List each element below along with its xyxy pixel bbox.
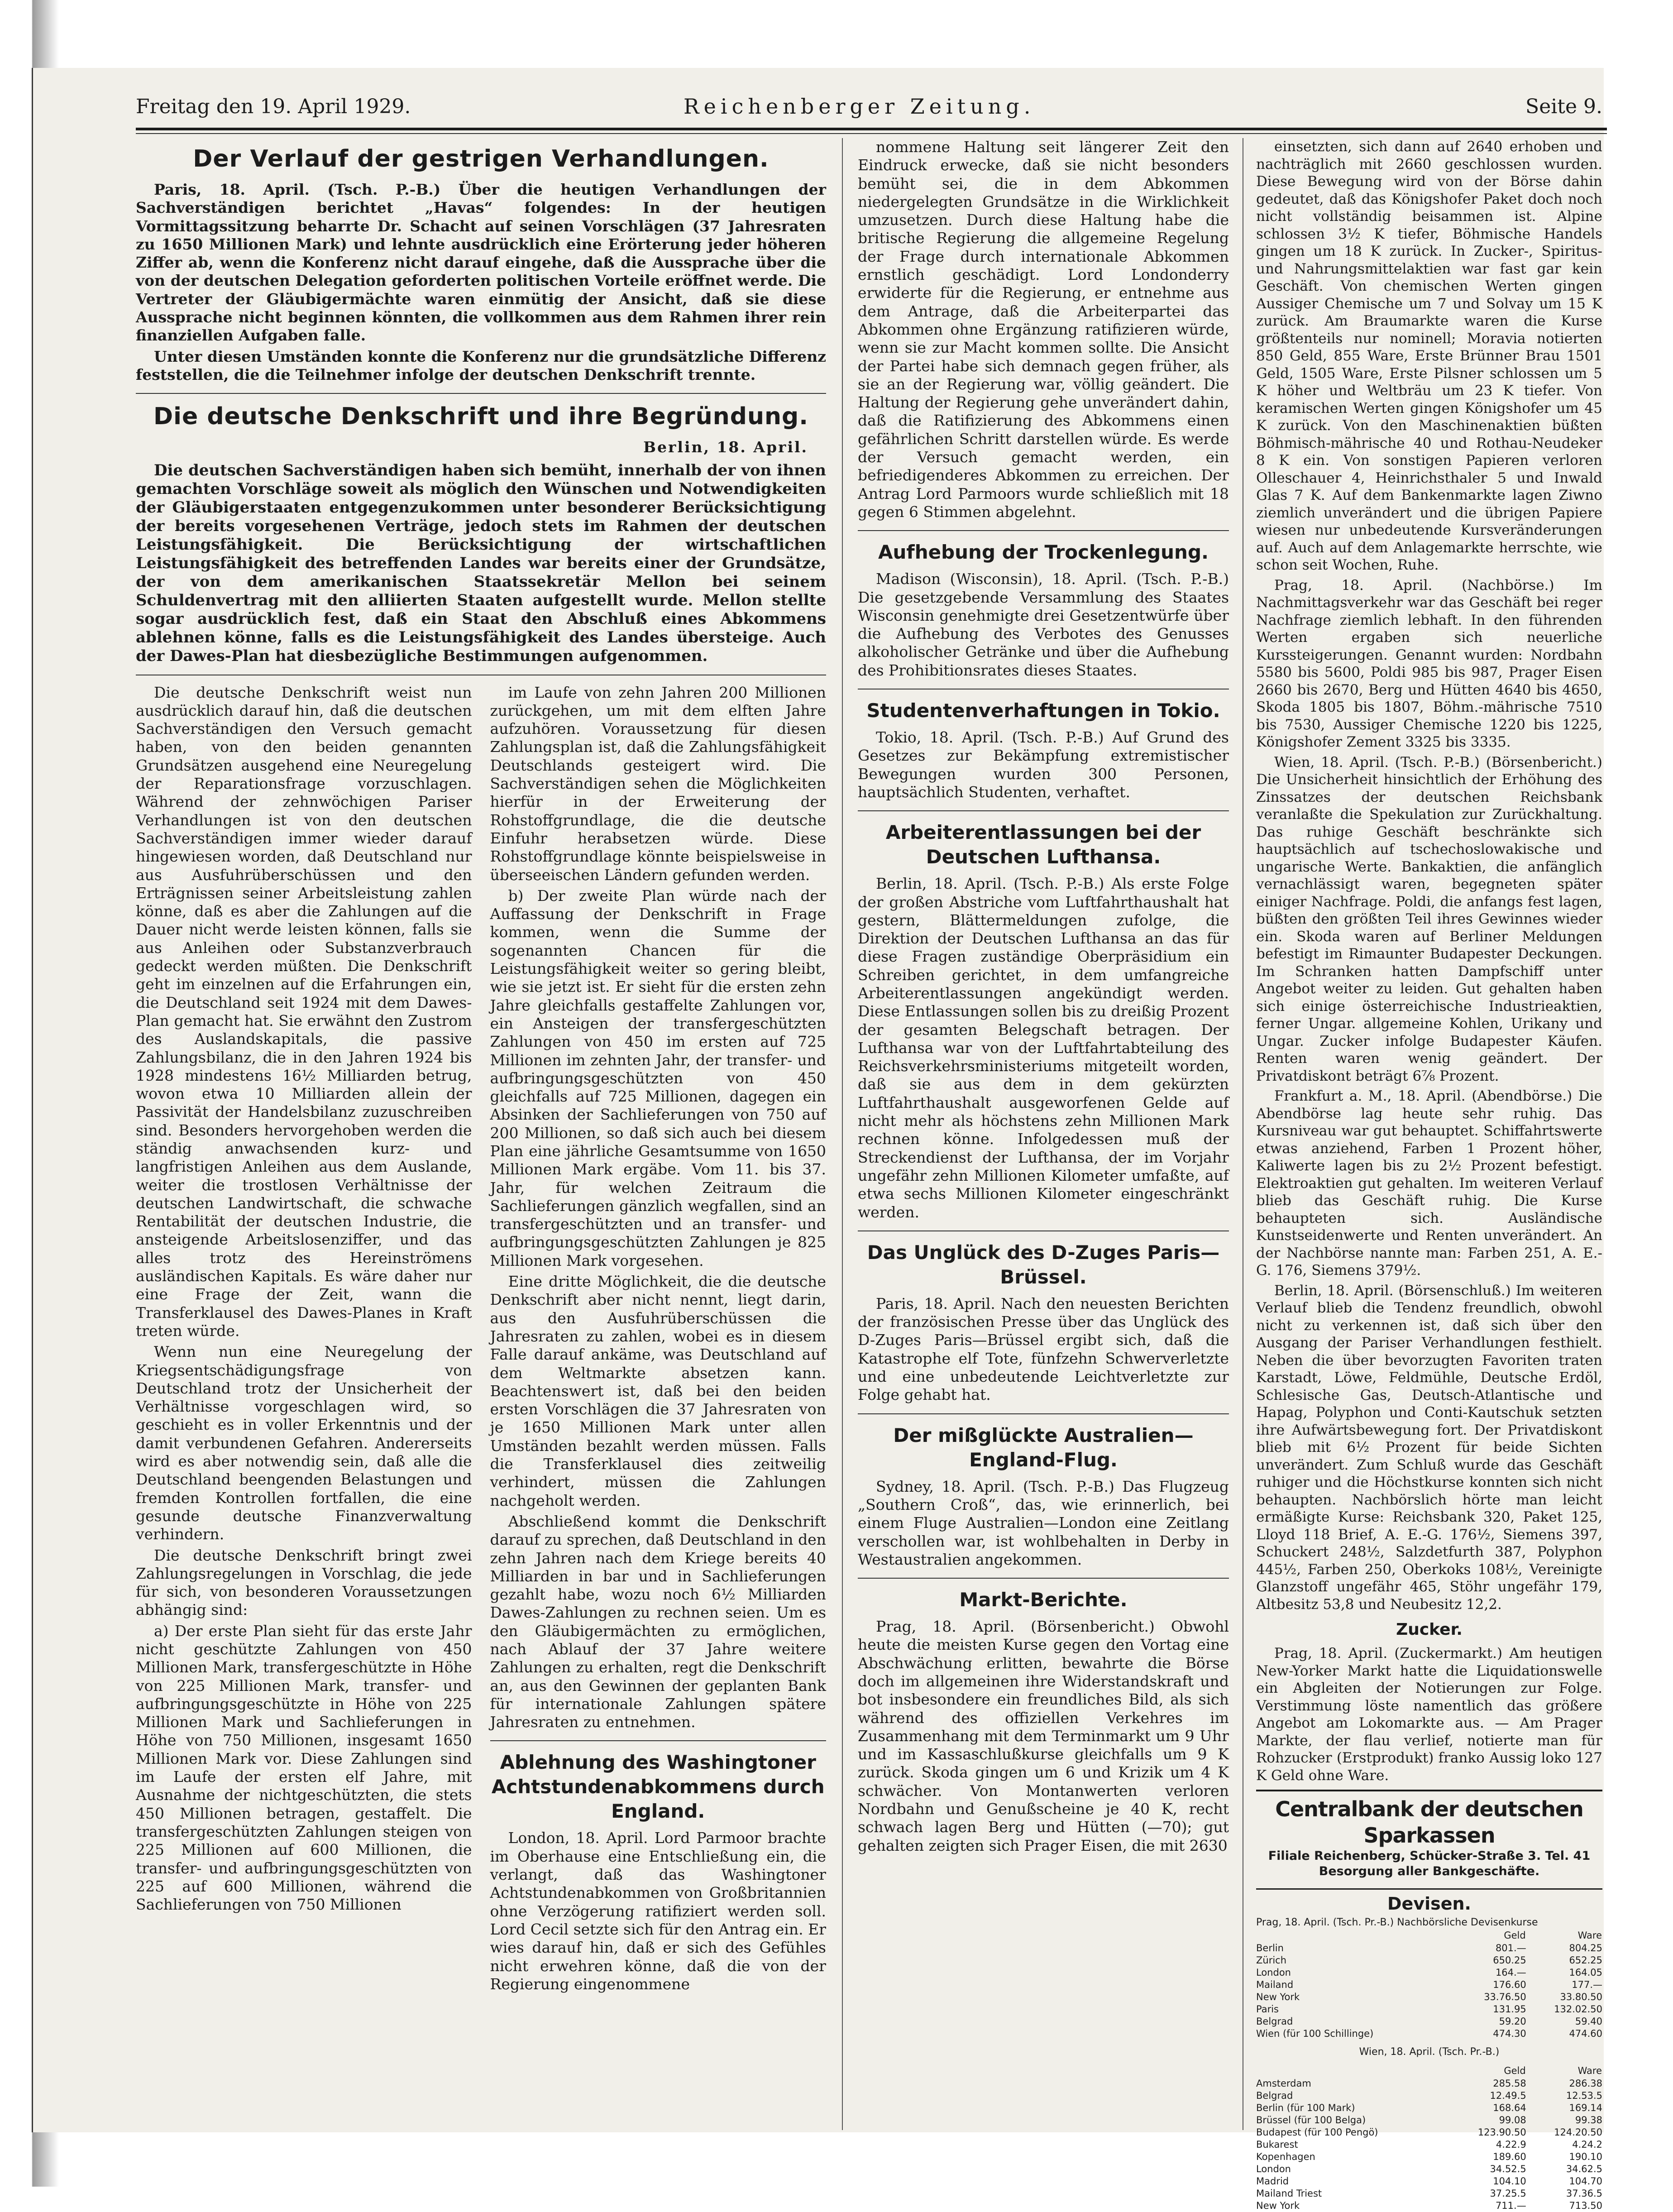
divider <box>858 810 1229 811</box>
table-row <box>1256 2114 1602 2126</box>
devisen-name: Belgrad <box>1256 2016 1293 2027</box>
article-berlin-boerse: Berlin, 18. April. (Börsenschluß.) Im weiteren Verlauf blieb die Tendenz freundlich, obwohl nicht zu verkennen ist, daß sich über den Ausgang der Pariser Verhandlungen festhielt. Neben die über bevorzugten Favoriten traten Karstadt, Löwe, Feldmühle, Deutsche Erdöl, Schlesische Gas, Deutsch-Atlantische und Hapag, Polyphon und Conti-Kautschuk setzten ihre Aufwärtsbewegung fort. Der Privatdiskont blieb mit 6½ Prozent für beide Sichten unverändert. Zum Schluß wurde das Geschäft ruhiger und die Höchstkurse konnten sich nicht behaupten. Nachbörslich hörte man leicht ermäßigte Kurse: Reichsbank 320, Paket 125, Lloyd 118 Brief, A. E.-G. 176½, Siemens 397, Schuckert 248½, Salzdetfurth 387, Polyphon 445½, Farben 250, Oberkoks 108½, Vereinigte Glanzstoff ungefähr 465, Stöhr ungefähr 179, Altbesitz 53,8 und Neubesitz 12,2. <box>1256 1282 1602 1613</box>
newspaper-title: Reichenberger Zeitung. <box>684 94 1035 119</box>
table-row <box>1256 1991 1602 2003</box>
devisen-wien-sub: Wien, 18. April. (Tsch. Pr.-B.) <box>1359 2046 1500 2058</box>
table-row <box>1256 2028 1602 2040</box>
table-row <box>1256 1967 1602 1979</box>
devisen-geld: 37.25.5 <box>1490 2188 1526 2199</box>
devisen-geld: 33.76.50 <box>1484 1991 1526 2002</box>
devisen-name: Kopenhagen <box>1256 2151 1315 2162</box>
devisen-geld: 99.08 <box>1499 2115 1526 2126</box>
devisen-ware: 652.25 <box>1569 1954 1602 1966</box>
headline-lufthansa: Arbeiterentlassungen bei der Deutschen Lufthansa. <box>885 821 1201 868</box>
devisen-geld: 34.52.5 <box>1490 2164 1526 2174</box>
column-ware: Ware <box>1577 1930 1602 1941</box>
memorandum-p5: Wenn nun eine Neuregelung der Kriegsentschädigungsfrage von Deutschland trotz der Unsicherheit der Verhältnisse vorgeschlagen wird, so geschieht es in voller Erkenntnis und der damit verbundenen Gefahren. Andererseits wird es aber notwendig sein, daß alle die Deutschland beengenden Belastungen und fremden Kontrollen fortfallen, die eine gesunde deutsche Finanzverwaltung verhindern. <box>136 1343 472 1543</box>
devisen-name: Brüssel (für 100 Belga) <box>1256 2115 1366 2126</box>
article-sydney: Sydney, 18. April. (Tsch. P.-B.) Das Flugzeug „Southern Croß“, das, wie erinnerlich, bei einem Fluge Australien—London eine Zeitlang verschollen war, ist wohlbehalten in Derby in Westaustralien angekommen. <box>858 1477 1229 1568</box>
memorandum-p10: Eine dritte Möglichkeit, die die deutsche Denkschrift aber nicht nennt, liegt darin, aus den Ausfuhrüberschüssen die Jahresraten zu zahlen, wobei es in diesem Falle darauf ankäme, was Deutschland auf dem Weltmarkte absetzen kann. Beachtenswert ist, daß bei den beiden ersten Vorschlägen die 37 Jahresraten von je 1650 Millionen Mark unter allen Umständen bezahlt werden müssen. Falls die Transferklausel dies zeitweilig verhindert, müssen die Zahlungen nachgeholt werden. <box>490 1273 826 1509</box>
devisen-name: Mailand <box>1256 1979 1294 1990</box>
devisen-name: New York <box>1256 1991 1300 2002</box>
devisen-ware: 59.40 <box>1575 2016 1602 2027</box>
article-prag-cont: einsetzten, sich dann auf 2640 erhoben und nachträglich mit 2660 geschlossen wurden. Diese Bewegung wird von der Börse dahin gedeutet, daß das Königshofer Paket doch noch nicht vollständig beisammen ist. Alpine schlossen 3½ K tiefer, Böhmische Handels gingen um 18 K zurück. In Zucker-, Spiritus- und Nahrungsmittelaktien war fast gar kein Geschäft. Von chemischen Werten gingen Aussiger Chemische um 7 und Solvay um 15 K zurück. Am Braumarkte waren die Kurse größtenteils nur nominell; Moravia notierten 850 Geld, 855 Ware, Erste Brünner Brau 1501 Geld, 1505 Ware, Erste Pilsner schlossen um 5 K höher und Weltbräu um 23 K tiefer. Von keramischen Werten gingen Königshofer um 45 K zurück. Von den Maschinenaktien büßten Böhmisch-mährische 40 und Rothau-Neudeker 8 K ein. Von sonstigen Papieren verloren Olleschauer 4, Heinrichsthaler 5 und Inwald Glas 7 K. Auf dem Bankenmarkte lagen Ziwno ziemlich unverändert und die übrigen Papiere wiesen nur unbedeutende Kursveränderungen auf. Auch auf dem Anlagemarkte herrschte, wie schon seit Wochen, Ruhe. <box>1256 139 1602 573</box>
devisen-ware: 286.38 <box>1569 2078 1602 2089</box>
devisen-name: Amsterdam <box>1256 2078 1311 2089</box>
article-paris-p1: Paris, 18. April. (Tsch. P.-B.) Über die heutigen Verhandlungen der Sachverständigen berichtet „Havas“ folgendes: In der heutigen Vormittagssitzung beharrte Dr. Schacht auf seinen Vorschlägen (37 Jahresraten zu 1650 Millionen Mark) und lehnte ausdrücklich eine Erörterung jeder höheren Ziffer ab, wenn die Konferenz nicht darauf eingehe, daß die Aussprache über die von der deutschen Delegation geforderten politischen Vorteile eröffnet werde. Die Vertreter der Gläubigermächte waren einmütig der Ansicht, daß sie diese Aussprache nicht beginnen könnten, die vollkommen aus dem Rahmen ihrer rein finanziellen Aufgaben falle. <box>136 181 826 345</box>
article-paris-dzug: Paris, 18. April. Nach den neuesten Berichten der französischen Presse über das Unglück des D-Zuges Paris—Brüssel ergibt sich, daß die Katastrophe elf Tote, fünfzehn Schwerverletzte und eine unbedeutende Leichtverletzte zur Folge gehabt hat. <box>858 1294 1229 1404</box>
devisen-name: London <box>1256 2164 1291 2174</box>
memorandum-p4: Die deutsche Denkschrift weist nun ausdrücklich darauf hin, daß die deutschen Sachverständigen den Versuch gemacht haben, von den beiden genannten Grundsätzen ausgehend eine Neuregelung der Reparationsfrage vorzuschlagen. Während der zehnwöchigen Pariser Verhandlungen ist von den deutschen Sachverständigen immer wieder darauf hingewiesen worden, daß Deutschland nur aus Ausfuhrüberschüssen und den Erträgnissen seiner Arbeitsleistung zahlen könne, daß es aber die Zahlungen auf die Dauer nicht werde leisten können, falls sie aus Anleihen oder Substanzverbrauch gedeckt werden müßten. Die Denkschrift geht im einzelnen auf die Erfahrungen ein, die Deutschland seit 1924 mit dem Dawes-Plan gemacht hat. Sie erwähnt den Zustrom des Auslandskapitals, die passive Zahlungsbilanz, die in den Jahren 1924 bis 1928 mindestens 16½ Milliarden betrug, wovon etwa 10 Milliarden allein der Passivität der Handelsbilanz zuzuschreiben sind. Besonders hervorgehoben werden die ständig anwachsenden kurz- und langfristigen Anleihen aus dem Auslande, weiter die trostlosen Verhältnisse der deutschen Landwirtschaft, die schwache Rentabilität der deutschen Industrie, die ansteigende Arbeitslosenziffer, und das alles trotz des Hereinströmens ausländischen Kapitals. Es wäre daher nur eine Frage der Zeit, wann die Transferklausel des Dawes-Planes in Kraft treten würde. <box>136 683 472 1340</box>
devisen-heading: Devisen. <box>1256 1888 1602 1913</box>
table-row <box>1256 2078 1602 2090</box>
devisen-ware: 34.62.5 <box>1566 2164 1602 2174</box>
devisen-name: Wien (für 100 Schillinge) <box>1256 2028 1374 2039</box>
devisen-ware: 33.80.50 <box>1560 1991 1602 2002</box>
table-row <box>1256 2126 1602 2139</box>
column-geld: Geld <box>1504 2065 1526 2076</box>
devisen-geld: 168.64 <box>1493 2102 1526 2113</box>
devisen-name: Bukarest <box>1256 2139 1298 2150</box>
devisen-name: Belgrad <box>1256 2090 1293 2101</box>
devisen-ware: 4.24.2 <box>1572 2139 1602 2150</box>
devisen-ware: 169.14 <box>1569 2102 1602 2113</box>
devisen-name: New York <box>1256 2200 1300 2211</box>
devisen-ware: 99.38 <box>1575 2115 1602 2126</box>
divider <box>490 1740 827 1741</box>
devisen-geld: 123.90.50 <box>1477 2127 1526 2138</box>
devisen-geld: 285.58 <box>1493 2078 1526 2089</box>
memorandum-p11: Abschließend kommt die Denkschrift darauf zu sprechen, daß Deutschland in den zehn Jahren nach dem Kriege bereits 40 Milliarden in bar und in Sachlieferungen gezahlt habe, wozu noch 6½ Milliarden Dawes-Zahlungen zu rechnen seien. Um es den Gläubigermächten zu ermöglichen, nach Ablauf der 37 Jahre weitere Zahlungen zu erhalten, regt die Denkschrift an, aus den Gewinnen der geplanten Bank für internationale Zahlungen spätere Jahresraten zu entnehmen. <box>490 1512 826 1731</box>
divider <box>858 1578 1229 1579</box>
memorandum-col-b <box>490 684 827 1997</box>
devisen-ware: 124.20.50 <box>1554 2127 1602 2138</box>
devisen-ware: 12.53.5 <box>1566 2090 1602 2101</box>
devisen-geld: 176.60 <box>1493 1979 1526 1990</box>
column-ware: Ware <box>1577 2065 1602 2076</box>
devisen-ware: 177.— <box>1572 1979 1602 1990</box>
devisen-geld: 59.20 <box>1499 2016 1526 2027</box>
article-frankfurt: Frankfurt a. M., 18. April. (Abendbörse.) Die Abendbörse lag heute sehr ruhig. Das Kursniveau war gut behauptet. Schiffahrtswerte etwas anziehend, Farben 1 Prozent höher, Kaliwerte lagen bis zu 2½ Prozent befestigt. Elektroaktien gut gehalten. Im weiteren Verlauf blieb das Geschäft ruhig. Die Kurse behaupteten sich. Ausländische Kunstseidenwerte und Renten unverändert. An der Nachbörse nannte man: Farben 251, A. E.-G. 176, Siemens 379½. <box>1256 1088 1602 1278</box>
headline-memorandum: Die deutsche Denkschrift und ihre Begründung. <box>153 403 809 431</box>
table-row <box>1256 2139 1602 2151</box>
article-paris-p2: Unter diesen Umständen konnte die Konferenz nur die grundsätzliche Differenz feststellen, die die Teilnehmer infolge der deutschen Denkschrift trennte. <box>136 347 826 383</box>
headline-prohibition: Aufhebung der Trockenlegung. <box>878 541 1209 564</box>
headline-washington: Ablehnung des Washingtoner Achtstundenabkommens durch England. <box>491 1751 825 1823</box>
column-3 <box>858 138 1229 2130</box>
devisen-name: Zürich <box>1256 1954 1287 1966</box>
devisen-ware: 190.10 <box>1569 2151 1602 2162</box>
devisen-geld: 12.49.5 <box>1490 2090 1526 2101</box>
devisen-name: Berlin (für 100 Mark) <box>1256 2102 1355 2113</box>
memorandum-col-a <box>136 684 472 1997</box>
devisen-geld: 801.— <box>1495 1942 1526 1953</box>
headline-dzug: Das Unglück des D-Zuges Paris—Brüssel. <box>867 1241 1220 1288</box>
devisen-geld: 131.95 <box>1493 2003 1526 2015</box>
table-row <box>1256 2090 1602 2102</box>
table-row <box>1256 2102 1602 2114</box>
article-prag-boerse: Prag, 18. April. (Börsenbericht.) Obwohl heute die meisten Kurse gegen den Vortag eine Abschwächung erlitten, bewahrte die Börse doch im allgemeinen ihre Widerstandskraft und bot insbesondere ein freundliches Bild, als sich während des offiziellen Verkehres im Zusammenhang mit dem Terminmarkt um 9 Uhr und im Kassaschlußkurse gleichfalls um 9 K zurück. Skoda gingen um 6 und Krizik um 4 K schwächer. Von Montanwerten verloren Nordbahn und Genußscheine je 40 K, recht schwach lagen Berg und Hütten (—70); gut gehalten zeigten sich Prager Eisen, die mit 2630 <box>858 1618 1229 1854</box>
bank-service: Besorgung aller Bankgeschäfte. <box>1319 1864 1540 1878</box>
devisen-name: Berlin <box>1256 1942 1284 1953</box>
devisen-wien-table <box>1256 2064 1602 2212</box>
devisen-name: Budapest (für 100 Pengö) <box>1256 2127 1378 2138</box>
devisen-ware: 474.60 <box>1569 2028 1602 2039</box>
column-4 <box>1256 138 1602 2211</box>
memorandum-lead: Die deutschen Sachverständigen haben sich bemüht, innerhalb der von ihnen gemachten Vorschläge soweit als möglich den Wünschen und Notwendigkeiten der Gläubigerstaaten entgegenzukommen unter besonderer Berücksichtigung der bereits vorgesehenen Verträge, jedoch stets im Rahmen der deutschen Leistungsfähigkeit. Die Berücksichtigung der wirtschaftlichen Leistungsfähigkeit des betreffenden Landes war bereits einer der Grundsätze, der von dem amerikanischen Staatssekretär Mellon bei seinem Schuldenvertrag mit den alliierten Staaten aufgestellt wurde. Mellon stellte sogar ausdrücklich fest, daß ein Staat den Abschluß eines Abkommens ablehnen könne, falls es die Leistungsfähigkeit des Landes übersteige. Auch der Dawes-Plan hat diesbezügliche Bestimmungen aufgenommen. <box>136 461 826 665</box>
devisen-ware: 104.70 <box>1569 2176 1602 2187</box>
table-row <box>1256 1954 1602 1967</box>
devisen-geld: 711.— <box>1495 2200 1526 2211</box>
headline-zucker: Zucker. <box>1396 1620 1463 1639</box>
devisen-geld: 189.60 <box>1493 2151 1526 2162</box>
devisen-ware: 713.50 <box>1569 2200 1602 2211</box>
article-madison: Madison (Wisconsin), 18. April. (Tsch. P.-B.) Die gesetzgebende Versammlung des Staates Wisconsin genehmigte drei Gesetzentwürfe über die Aufhebung des Verbotes des Genusses alkoholischer Getränke und über die Aufhebung des Prohibitionsrates dieses Staates. <box>858 570 1229 679</box>
devisen-prag-sub: Prag, 18. April. (Tsch. Pr.-B.) Nachbörsliche Devisenkurse <box>1256 1916 1538 1928</box>
bank-branch: Filiale Reichenberg, Schücker-Straße 3. Tel. 41 <box>1268 1849 1591 1863</box>
devisen-ware: 164.05 <box>1569 1967 1602 1978</box>
article-prag-nachboerse: Prag, 18. April. (Nachbörse.) Im Nachmittagsverkehr war das Geschäft bei reger Nachfrage ziemlich lebhaft. In den führenden Werten ergaben sich neuerliche Kurssteigerungen. Genannt wurden: Nordbahn 5580 bis 5600, Poldi 985 bis 987, Prager Eisen 2660 bis 2670, Berg und Hütten 4640 bis 4650, Skoda 1805 bis 1807, Böhm.-mährische 7510 bis 7530, Aussiger Chemische 1220 bis 1225, Königshofer Zement 3325 bis 3335. <box>1256 577 1602 750</box>
page-number: Seite 9. <box>1525 95 1602 118</box>
table-row <box>1256 2151 1602 2163</box>
issue-date: Freitag den 19. April 1929. <box>136 95 411 118</box>
left-article-region <box>136 138 826 2130</box>
devisen-geld: 4.22.9 <box>1496 2139 1526 2150</box>
table-row <box>1256 1979 1602 1991</box>
headline-flight: Der mißglückte Australien—England-Flug. <box>893 1424 1194 1471</box>
memorandum-p7: a) Der erste Plan sieht für das erste Jahr nicht geschützte Zahlungen von 450 Millionen Mark, transfergeschützte in Höhe von 225 Millionen Mark, transfer- und aufbringungsgeschützte in Höhe von 225 Millionen Mark und Sachlieferungen in Höhe von 750 Millionen, insgesamt 1650 Millionen Mark vor. Diese Zahlungen sind im Laufe der ersten elf Jahre, mit Ausnahme der nichtgeschützten, die stets 450 Millionen betragen, gestaffelt. Die transfergeschützten Zahlungen steigen von 225 Millionen auf 600 Millionen, die transfer- und aufbringungsgeschützten von 225 auf 600 Millionen, während die Sachlieferungen von 750 Millionen <box>136 1622 472 1914</box>
article-london: London, 18. April. Lord Parmoor brachte im Oberhause eine Entschließung ein, die verlangt, daß das Washingtoner Achtstundenabkommen von Großbritannien ohne Verzögerung ratifiziert werden soll. Lord Cecil setzte sich für den Antrag ein. Er wies darauf hin, daß er sich des Gefühles nicht erwehren könne, daß die von der Regierung eingenommene <box>490 1829 826 1993</box>
article-london-cont: nommene Haltung seit längerer Zeit den Eindruck erwecke, daß sie nicht besonders bemüht sei, die in dem Abkommen niedergelegten Grundsätze in die Wirklichkeit umzusetzen. Durch diese Haltung habe die britische Regierung die allgemeine Regelung der Frage durch internationale Abkommen ernstlich geschädigt. Lord Londonderry erwiderte für die Regierung, er entnehme aus dem Antrage, daß die Arbeiterpartei das Abkommen ohne Ergänzung ratifizieren würde, wenn sie zur Macht kommen sollte. Die Ansicht der Partei habe sich demnach gegen früher, als sie an der Regierung war, völlig geändert. Die Haltung der Regierung gehe unverändert dahin, daß die Ratifizierung des Abkommens einen gefährlichen Schritt darstellen würde. Es werde der Versuch gemacht werden, ein befriedigenderes Abkommen zu erreichen. Der Antrag Lord Parmoors wurde schließlich mit 18 gegen 6 Stimmen abgelehnt. <box>858 138 1229 521</box>
headline-negotiations: Der Verlauf der gestrigen Verhandlungen. <box>193 145 769 172</box>
devisen-geld: 650.25 <box>1493 1954 1526 1966</box>
table-row <box>1256 2200 1602 2212</box>
bank-advertisement <box>1256 1790 1602 1879</box>
devisen-name: Paris <box>1256 2003 1279 2015</box>
devisen-geld: 474.30 <box>1493 2028 1526 2039</box>
bank-name: Centralbank der deutschen Sparkassen <box>1275 1797 1583 1848</box>
table-row <box>1256 2188 1602 2200</box>
table-row <box>1256 2016 1602 2028</box>
devisen-geld: 164.— <box>1495 1967 1526 1978</box>
column-geld: Geld <box>1504 1930 1526 1941</box>
headline-markets: Markt-Berichte. <box>959 1589 1128 1611</box>
dateline-berlin: Berlin, 18. April. <box>643 438 808 456</box>
devisen-ware: 132.02.50 <box>1554 2003 1602 2015</box>
headline-tokio: Studentenverhaftungen in Tokio. <box>866 699 1220 722</box>
divider <box>858 1413 1229 1414</box>
divider <box>136 393 826 394</box>
devisen-ware: 804.25 <box>1569 1942 1602 1953</box>
devisen-geld: 104.10 <box>1493 2176 1526 2187</box>
divider <box>858 530 1229 531</box>
table-row <box>1256 1942 1602 1954</box>
devisen-prag-table <box>1256 1929 1602 2040</box>
table-row <box>1256 2175 1602 2188</box>
memorandum-p9: b) Der zweite Plan würde nach der Auffassung der Denkschrift in Frage kommen, wenn die Summe der sogenannten Chancen für die Leistungsfähigkeit weiter so gering bleibt, wie sie jetzt ist. Er sieht für die ersten zehn Jahre gleichfalls gestaffelte Zahlungen vor, ein Ansteigen der transfergeschützten Zahlungen von 450 im ersten auf 725 Millionen im zehnten Jahr, der transfer- und aufbringungsgeschützten von 450 gleichfalls auf 725 Millionen, dagegen ein Absinken der Sachlieferungen von 750 auf 200 Millionen, so daß sich auch bei diesem Plan eine jährliche Gesamtsumme von 1650 Millionen Mark ergäbe. Vom 11. bis 37. Jahr, für welchen Zeitraum die Sachlieferungen gänzlich wegfallen, sind an transfergeschützten und an transfer- und aufbringungsgeschützten Zahlungen je 825 Millionen Mark vorgesehen. <box>490 886 826 1269</box>
devisen-name: Madrid <box>1256 2176 1289 2187</box>
masthead-rule <box>136 128 1607 130</box>
column-rule <box>842 138 843 2130</box>
devisen-name: London <box>1256 1967 1291 1978</box>
devisen-name: Mailand Triest <box>1256 2188 1322 2199</box>
memorandum-p6: Die deutsche Denkschrift bringt zwei Zahlungsregelungen in Vorschlag, die jede für sich, von besonderen Voraussetzungen abhängig sind: <box>136 1546 472 1619</box>
masthead-rule-thin <box>136 133 1607 134</box>
article-zucker: Prag, 18. April. (Zuckermarkt.) Am heutigen New-Yorker Markt hatte die Liquidationswelle ein Abgleiten der Notierungen zur Folge. Verstimmung löste namentlich das größere Angebot am Lokomarkte aus. — Am Prager Markte, der flau verlief, notierte man für Rohzucker (Erstprodukt) franko Aussig loko 127 K Geld ohne Ware. <box>1256 1645 1602 1784</box>
article-lufthansa: Berlin, 18. April. (Tsch. P.-B.) Als erste Folge der großen Abstriche vom Luftfahrthaushalt hat gestern, Blättermeldungen zufolge, die Direktion der Deutschen Lufthansa an das für diese Fragen zuständige Oberpräsidium ein Schreiben gerichtet, in dem umfangreiche Arbeiterentlassungen angekündigt werden. Diese Entlassungen sollen bis zu dreißig Prozent der gesamten Belegschaft betragen. Der Lufthansa war von der Luftfahrtabteilung des Reichsverkehrsministeriums mitgeteilt worden, daß sie aus dem in dem gekürzten Luftfahrthaushalt ausgeworfenen Gelde auf nicht mehr als höchstens zehn Millionen Mark rechnen könne. Infolgedessen muß der Streckendienst der Lufthansa, der im Vorjahr ungefähr zehn Millionen Kilometer umfaßte, auf etwa sechs Millionen Kilometer eingeschränkt werden. <box>858 875 1229 1221</box>
article-wien: Wien, 18. April. (Tsch. P.-B.) (Börsenbericht.) Die Unsicherheit hinsichtlich der Erhöhung des Zinssatzes der deutschen Reichsbank veranlaßte die Spekulation zur Zurückhaltung. Das ruhige Geschäft beschränkte sich hauptsächlich auf tschechoslowakische und ungarische Werte. Bankaktien, die anfänglich vernachlässigt waren, begegneten später einiger Nachfrage. Poldi, die anfangs fest lagen, büßten den größten Teil ihres Gewinnes wieder ein. Skoda waren auf Berliner Meldungen befestigt im Rimaunter Budapester Deckungen. Im Schranken hatten Dampfschiff unter Angebot weiter zu leiden. Gut gehalten haben sich einige österreichische Industrieaktien, ferner Ungar. allgemeine Kohlen, Urikany und Ungar. Zucker infolge Budapester Käufen. Renten waren wenig geändert. Der Privatdiskont beträgt 6⅞ Prozent. <box>1256 754 1602 1084</box>
table-row <box>1256 2163 1602 2175</box>
table-row <box>1256 2003 1602 2016</box>
devisen-ware: 37.36.5 <box>1566 2188 1602 2199</box>
divider <box>858 1230 1229 1231</box>
article-tokio: Tokio, 18. April. (Tsch. P.-B.) Auf Grund des Gesetzes zur Bekämpfung extremistischer Bewegungen wurden 300 Personen, hauptsächlich Studenten, verhaftet. <box>858 728 1229 801</box>
memorandum-p8: im Laufe von zehn Jahren 200 Millionen zurückgehen, um mit dem elften Jahre aufzuhören. Voraussetzung für diesen Zahlungsplan ist, daß die Zahlungsfähigkeit Deutschlands gesteigert wird. Die Sachverständigen sehen die Möglichkeiten hierfür in der Erweiterung der Rohstoffgrundlage, die die deutsche Einfuhr herabsetzen würde. Diese Rohstoffgrundlage könnte beispielsweise in überseeischen Ländern gefunden werden. <box>490 683 826 884</box>
masthead <box>136 91 1611 122</box>
